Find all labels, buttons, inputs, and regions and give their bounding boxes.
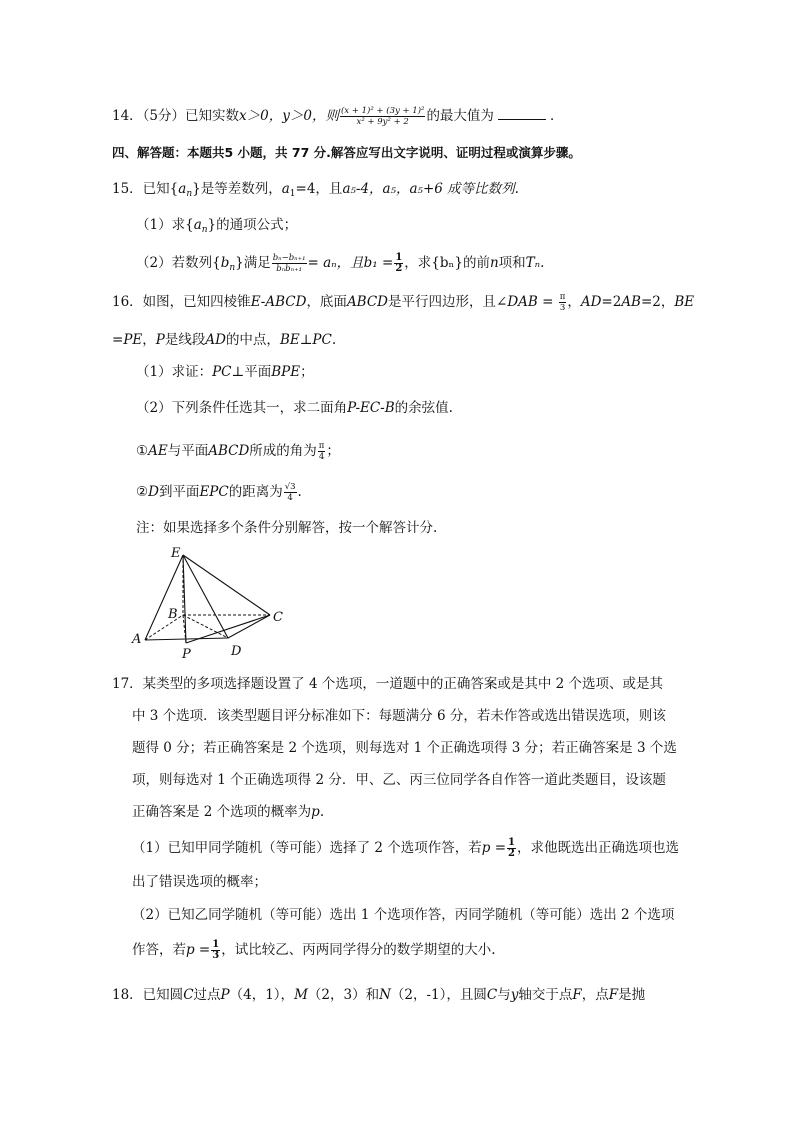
circled-one: ① xyxy=(136,443,149,459)
frac-num: π xyxy=(559,292,566,302)
frac-den: 4 xyxy=(318,452,325,462)
edge-pc xyxy=(186,615,270,643)
label-a: A xyxy=(132,632,142,647)
q15-b: b xyxy=(220,255,230,271)
q14-tail: 的最大值为 xyxy=(426,108,494,124)
frac-num: √3 xyxy=(284,482,296,492)
q17-text: 正确答案是 2 个选项的概率为 xyxy=(132,804,312,820)
q15-n: n xyxy=(489,255,499,271)
frac-den: 2 xyxy=(508,848,515,859)
edge-ep xyxy=(183,555,186,643)
frac-num: 1 xyxy=(508,837,515,848)
q18-f: F xyxy=(608,987,619,1003)
q15-sub-1: 1 xyxy=(289,189,296,199)
q16-epc: EPC xyxy=(199,484,229,500)
q18-text: （2，-1），且圆 xyxy=(390,987,487,1003)
q15-stem xyxy=(112,179,519,204)
q15-text: a₅-4，a₅，a₅+6 成等比数列. xyxy=(342,181,519,197)
q16-stem-line1 xyxy=(112,292,694,313)
q14-numerator: (x + 1)² + (3y + 1)² xyxy=(340,106,425,116)
q17-part1-line2: 出了错误选项的概率； xyxy=(132,874,267,890)
q16-ad: AD xyxy=(580,294,602,310)
q17-stem-line5 xyxy=(132,802,324,822)
q15-half-num: 1 xyxy=(395,252,403,263)
frac-den: 3 xyxy=(559,303,566,313)
q17-part2-text: ，试比较乙、丙两同学得分的数学期望的大小. xyxy=(221,942,496,958)
q16-ae: AE xyxy=(148,443,168,459)
label-c: C xyxy=(273,610,283,625)
q17-half xyxy=(507,838,516,859)
q15-text: =4，且 xyxy=(295,181,343,197)
q16-part1 xyxy=(136,362,314,382)
q18-p: P xyxy=(220,987,230,1003)
frac-den: 3 xyxy=(212,950,220,961)
q16-base: ABCD xyxy=(346,294,389,310)
q15-part1 xyxy=(136,215,297,240)
q15-b1: b₁ = xyxy=(363,255,394,271)
q15-sub-n: n xyxy=(186,189,193,199)
q16-text: 16．如图，已知四棱锥 xyxy=(112,294,251,310)
q16-text: ，底面 xyxy=(306,294,347,310)
frac-den: 4 xyxy=(287,493,293,503)
q15-text: }是等差数列， xyxy=(192,181,282,197)
q16-cond-text: . xyxy=(297,484,302,500)
frac-num: π xyxy=(318,441,325,451)
label-p: P xyxy=(182,647,191,660)
q14-cond-y: y＞0，则 xyxy=(282,108,339,124)
label-b: B xyxy=(168,607,178,622)
label-d: D xyxy=(231,644,242,659)
q16-cond-text: 到平面 xyxy=(158,484,200,500)
q15-frac-den: bₙbₙ₊₁ xyxy=(276,264,302,274)
q16-pi-over-3 xyxy=(559,292,567,313)
q15-part2-text: ，求{bₙ}的前 xyxy=(404,255,490,271)
q15-part2-text: = aₙ，且 xyxy=(307,255,364,271)
q17-part1-line1 xyxy=(132,838,679,859)
q18-text: 是抛 xyxy=(618,987,646,1003)
q16-base: ABCD xyxy=(208,443,250,459)
q16-text: =2， xyxy=(640,294,675,310)
q18-text: 与 xyxy=(497,987,511,1003)
q15-a1: a xyxy=(281,181,290,197)
q16-part2 xyxy=(136,398,453,418)
q16-part1-text: ； xyxy=(300,364,314,380)
q14-denominator: x² + 9y² + 2 xyxy=(356,117,409,127)
q16-stem-line2 xyxy=(112,330,336,350)
q15-part2-text: 项和 xyxy=(498,255,526,271)
q15-part1-text: }的通项公式； xyxy=(207,217,298,233)
q15-sub-n: n xyxy=(229,263,236,273)
q16-note: 注：如果选择多个条件分别解答，按一个解答计分. xyxy=(136,520,438,536)
q14-line xyxy=(112,106,563,127)
q15-tn: Tₙ. xyxy=(525,255,545,271)
q18-text: 过点 xyxy=(193,987,221,1003)
q14-lead: 14．（5分）已知实数 xyxy=(112,108,240,124)
q15-part1-text: （1）求{ xyxy=(136,217,194,233)
q18-y: y xyxy=(510,987,519,1003)
q18-text: （4，1）， xyxy=(229,987,295,1003)
q17-stem-line4: 项，则每选对 1 个正确选项得 2 分．甲、乙、丙三位同学各自作答一道此类题目，设该题 xyxy=(132,772,666,788)
q16-perp: BE⊥PC xyxy=(279,332,332,348)
q15-sub-n: n xyxy=(201,225,208,235)
edge-ed xyxy=(183,555,228,638)
q14-cond-x: x＞0， xyxy=(239,108,283,124)
q17-p-eq: p = xyxy=(186,942,211,958)
q18-text: 18．已知圆 xyxy=(112,987,184,1003)
q16-part2-text: 的余弦值. xyxy=(394,400,453,416)
q16-text: =2 xyxy=(601,294,622,310)
pyramid-figure xyxy=(130,545,290,660)
q16-cond-text: 所成的角为 xyxy=(249,443,317,459)
q17-stem-line3: 题得 0 分；若正确答案是 2 个选项，则每选对 1 个正确选项得 3 分；若正确答案是 3 个选 xyxy=(132,740,677,756)
q16-text: ， xyxy=(567,294,581,310)
q16-pi-over-4 xyxy=(318,441,326,462)
q16-cond-text: 的距离为 xyxy=(228,484,283,500)
q18-c: C xyxy=(486,987,498,1003)
q17-stem-line2: 中 3 个选项．该类型题目评分标准如下：每题满分 6 分，若未作答或选出错误选项，则该 xyxy=(132,708,666,724)
q16-cond-text: 与平面 xyxy=(167,443,209,459)
q18-m: M xyxy=(294,987,308,1003)
q16-part2-text: （2）下列条件任选其一，求二面角 xyxy=(136,400,348,416)
q14-end: ． xyxy=(549,108,564,124)
q15-a: a xyxy=(193,217,202,233)
q16-sqrt3-over-4 xyxy=(284,482,297,503)
q16-be: BE xyxy=(674,294,695,310)
q16-pc: PC⊥ xyxy=(212,364,245,380)
q16-text: . xyxy=(331,332,337,348)
q16-ab: AB xyxy=(621,294,641,310)
answer-blank xyxy=(498,107,546,120)
q18-text: （2，3）和 xyxy=(307,987,380,1003)
q16-d: D xyxy=(148,484,159,500)
q16-part1-text: 平面 xyxy=(244,364,272,380)
q16-condition1 xyxy=(136,441,340,462)
q17-part1-text: ，求他既选出正确选项也选 xyxy=(516,840,679,856)
q17-text: . xyxy=(319,804,325,820)
label-e: E xyxy=(171,546,181,561)
q15-frac-num: bₙ−bₙ₊₁ xyxy=(272,253,306,263)
q16-bpe: BPE xyxy=(271,364,301,380)
q18-stem-line1 xyxy=(112,985,645,1005)
q18-f: F xyxy=(572,987,582,1003)
q17-third xyxy=(211,940,220,961)
q18-c: C xyxy=(183,987,194,1003)
q16-ad: AD xyxy=(205,332,226,348)
q17-stem-line1: 17．某类型的多项选择题设置了 4 个选项，一道题中的正确答案或是其中 2 个选项、或是其 xyxy=(112,676,664,692)
q16-dihedral: P-EC-B xyxy=(347,400,395,416)
q18-text: 轴交于点 xyxy=(518,987,573,1003)
q17-part2-line2 xyxy=(132,940,496,961)
q16-cond-text: ； xyxy=(326,443,340,459)
q16-text: ， xyxy=(142,332,156,348)
q16-text: 是线段 xyxy=(164,332,206,348)
q17-p: p xyxy=(311,804,320,820)
q16-text: 是平行四边形，且∠ xyxy=(388,294,508,310)
q15-a: a xyxy=(178,181,187,197)
q15-text: 15．已知{ xyxy=(112,181,179,197)
q15-part2-text: }满足 xyxy=(235,255,271,271)
circled-two: ② xyxy=(136,484,149,500)
q15-part2-text: （2）若数列{ xyxy=(136,255,221,271)
q16-text: 的中点， xyxy=(225,332,280,348)
section-heading: 四、解答题：本题共5 小题，共 77 分.解答应写出文字说明、证明过程或演算步骤。 xyxy=(112,145,581,160)
q17-part2-text: 作答，若 xyxy=(132,942,186,958)
q14-fraction xyxy=(340,106,425,127)
q16-part1-text: （1）求证： xyxy=(136,364,213,380)
q17-p-eq: p = xyxy=(481,840,507,856)
frac-num: 1 xyxy=(212,939,220,950)
q15-half-den: 2 xyxy=(395,263,403,274)
q15-fraction xyxy=(272,253,307,274)
q17-part2-line1: （2）已知乙同学随机（等可能）选出 1 个选项作答，丙同学随机（等可能）选出 2 个选项 xyxy=(132,907,675,923)
q18-text: ，点 xyxy=(581,987,609,1003)
q17-part1-text: （1）已知甲同学随机（等可能）选择了 2 个选项作答，若 xyxy=(132,840,482,856)
q15-part2 xyxy=(136,253,544,278)
q16-solid: E-ABCD xyxy=(250,294,307,310)
q16-condition2 xyxy=(136,482,302,503)
edge-ec xyxy=(183,555,270,615)
edge-ad xyxy=(145,638,228,640)
q16-pe: PE xyxy=(123,332,143,348)
q18-n: N xyxy=(379,987,391,1003)
q16-angle: DAB xyxy=(507,294,538,310)
q16-p: P xyxy=(155,332,165,348)
q15-half xyxy=(394,253,403,274)
q16-text: = xyxy=(537,294,558,310)
q16-text: = xyxy=(112,332,124,348)
